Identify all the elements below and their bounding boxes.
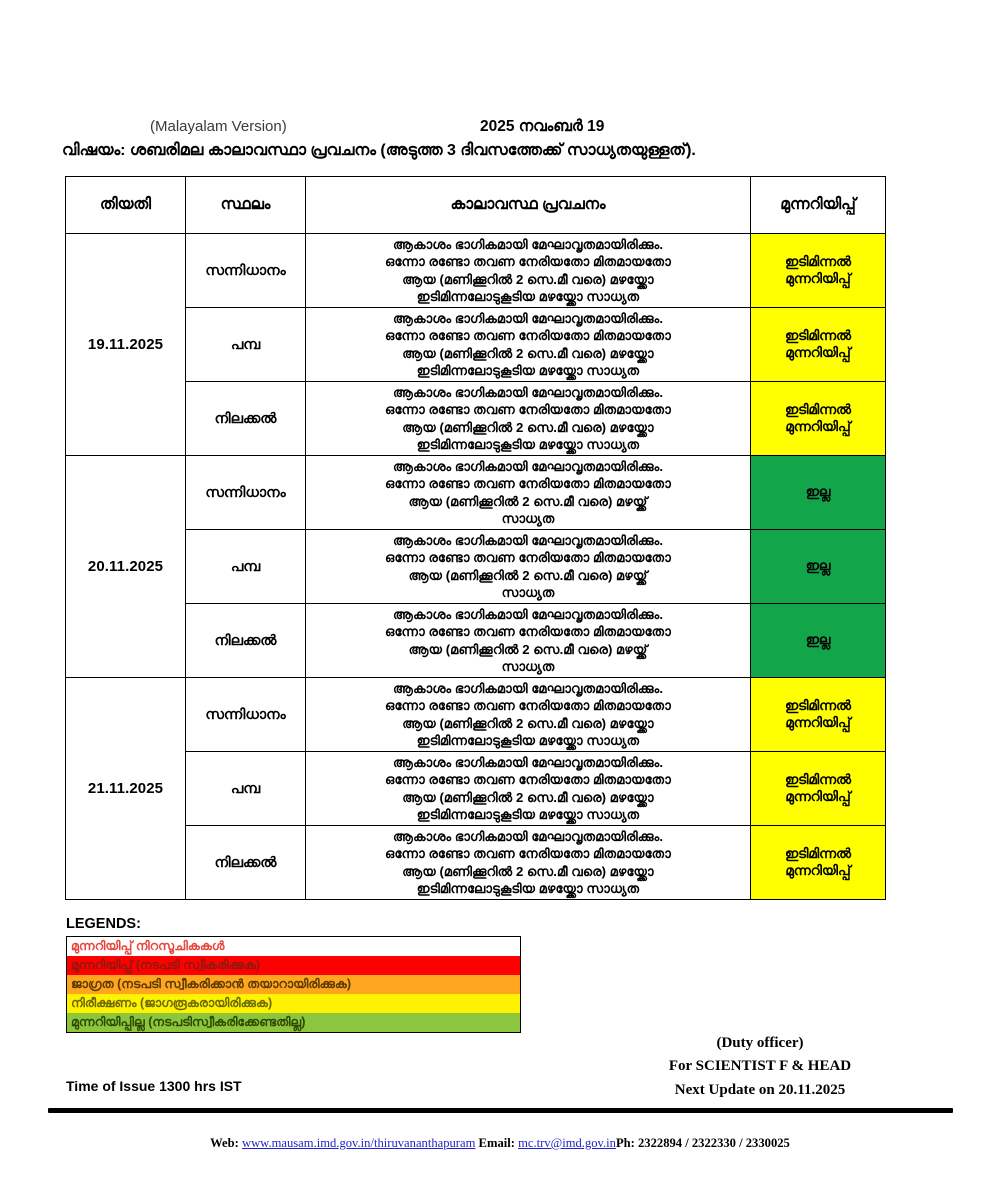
forecast-line: ആയ (മണിക്കൂറിൽ 2 സെ.മീ വരെ) മഴയ്ക്ക്: [408, 493, 648, 509]
forecast-line: ആയ (മണിക്കൂറിൽ 2 സെ.മീ വരെ) മഴയ്ക്കോ: [402, 271, 654, 287]
legends-title: LEGENDS:: [66, 916, 141, 932]
table-row: [66, 456, 886, 530]
forecast-line: സാധ്യത: [501, 510, 555, 526]
warning-cell: [751, 382, 886, 456]
forecast-line: ഒന്നോ രണ്ടോ തവണ നേരിയതോ മിതമായതോ: [385, 698, 671, 714]
table-row: [66, 308, 886, 382]
place-cell: നിലക്കൽ: [186, 826, 306, 900]
signature-block: [600, 1032, 920, 1102]
table-row: [66, 530, 886, 604]
website-link[interactable]: www.mausam.imd.gov.in/thiruvananthapuram: [241, 1136, 476, 1150]
forecast-line: ആയ (മണിക്കൂറിൽ 2 സെ.മീ വരെ) മഴയ്ക്കോ: [402, 789, 654, 805]
duty-officer-label: (Duty officer): [716, 1035, 804, 1051]
date-cell: 20.11.2025: [66, 456, 186, 678]
warning-cell: [751, 752, 886, 826]
place-cell: പമ്പ: [186, 308, 306, 382]
warning-cell: [751, 456, 886, 530]
table-header-row: [66, 177, 886, 234]
forecast-line: ആയ (മണിക്കൂറിൽ 2 സെ.മീ വരെ) മഴയ്ക്കോ: [402, 419, 654, 435]
table-body: [66, 234, 886, 900]
forecast-line: ആകാശം ഭാഗികമായി മേഘാവൃതമായിരിക്കും.: [393, 237, 663, 253]
forecast-table: [65, 176, 886, 900]
version-note: (Malayalam Version): [150, 118, 287, 135]
contact-line: [0, 1136, 1000, 1151]
forecast-line: ഇടിമിന്നലോടുകൂടിയ മഴയ്ക്കോ സാധ്യത: [416, 436, 640, 452]
forecast-line: ഇടിമിന്നലോടുകൂടിയ മഴയ്ക്കോ സാധ്യത: [416, 806, 640, 822]
place-cell: നിലക്കൽ: [186, 382, 306, 456]
legend-row: മുന്നറിയിപ്പില്ല (നടപടിസ്വീകരിക്കേണ്ടതില്ല): [67, 1013, 520, 1032]
warning-line: ഇടിമിന്നൽ: [785, 254, 851, 270]
legend-box: [66, 936, 521, 1033]
forecast-line: ഇടിമിന്നലോടുകൂടിയ മഴയ്ക്കോ സാധ്യത: [416, 732, 640, 748]
forecast-line: ഒന്നോ രണ്ടോ തവണ നേരിയതോ മിതമായതോ: [385, 772, 671, 788]
table-row: [66, 678, 886, 752]
place-cell: സന്നിധാനം: [186, 234, 306, 308]
forecast-line: ആകാശം ഭാഗികമായി മേഘാവൃതമായിരിക്കും.: [393, 829, 663, 845]
forecast-line: ആയ (മണിക്കൂറിൽ 2 സെ.മീ വരെ) മഴയ്ക്ക്: [408, 641, 648, 657]
forecast-cell: [306, 456, 751, 530]
place-cell: പമ്പ: [186, 752, 306, 826]
warning-cell: [751, 530, 886, 604]
column-header-date: തിയതി: [66, 177, 186, 234]
warning-line: മുന്നറിയിപ്പ്: [785, 418, 851, 434]
date-cell: 21.11.2025: [66, 678, 186, 900]
forecast-line: ഒന്നോ രണ്ടോ തവണ നേരിയതോ മിതമായതോ: [385, 328, 671, 344]
legend-row: മുന്നറിയിപ്പ് നിറസൂചികകൾ: [67, 937, 520, 956]
forecast-cell: [306, 752, 751, 826]
forecast-line: സാധ്യത: [501, 584, 555, 600]
forecast-cell: [306, 308, 751, 382]
forecast-line: ആയ (മണിക്കൂറിൽ 2 സെ.മീ വരെ) മഴയ്ക്കോ: [402, 863, 654, 879]
table-row: [66, 752, 886, 826]
warning-line: മുന്നറിയിപ്പ്: [785, 788, 851, 804]
column-header-place: സ്ഥലം: [186, 177, 306, 234]
table-row: [66, 234, 886, 308]
warning-line: മുന്നറിയിപ്പ്: [785, 862, 851, 878]
table-row: [66, 604, 886, 678]
for-scientist-label: For SCIENTIST F & HEAD: [668, 1058, 852, 1075]
forecast-line: ആയ (മണിക്കൂറിൽ 2 സെ.മീ വരെ) മഴയ്ക്കോ: [402, 715, 654, 731]
table-row: [66, 382, 886, 456]
place-cell: സന്നിധാനം: [186, 678, 306, 752]
forecast-line: ഒന്നോ രണ്ടോ തവണ നേരിയതോ മിതമായതോ: [385, 550, 671, 566]
forecast-line: ഒന്നോ രണ്ടോ തവണ നേരിയതോ മിതമായതോ: [385, 476, 671, 492]
warning-line: ഇടിമിന്നൽ: [785, 772, 851, 788]
warning-line: ഇല്ല: [805, 558, 831, 574]
warning-line: ഇടിമിന്നൽ: [785, 698, 851, 714]
web-label: Web:: [210, 1136, 242, 1150]
warning-line: മുന്നറിയിപ്പ്: [785, 344, 851, 360]
issue-time-label: Time of Issue 1300 hrs IST: [66, 1078, 242, 1094]
column-header-forecast: കാലാവസ്ഥ പ്രവചനം: [306, 177, 751, 234]
subject-line: വിഷയം: ശബരിമല കാലാവസ്ഥാ പ്രവചനം (അടുത്ത 3 ദിവസത്തേക്ക് സാധ്യതയുള്ളത്).: [62, 142, 696, 159]
warning-cell: [751, 826, 886, 900]
warning-line: മുന്നറിയിപ്പ്: [785, 270, 851, 286]
forecast-line: ആയ (മണിക്കൂറിൽ 2 സെ.മീ വരെ) മഴയ്ക്കോ: [402, 345, 654, 361]
warning-line: ഇടിമിന്നൽ: [785, 402, 851, 418]
email-link[interactable]: mc.trv@imd.gov.in: [518, 1136, 616, 1150]
forecast-cell: [306, 604, 751, 678]
warning-line: ഇല്ല: [805, 632, 831, 648]
warning-line: ഇടിമിന്നൽ: [785, 846, 851, 862]
forecast-line: ആകാശം ഭാഗികമായി മേഘാവൃതമായിരിക്കും.: [393, 755, 663, 771]
warning-line: മുന്നറിയിപ്പ്: [785, 714, 851, 730]
forecast-line: ഒന്നോ രണ്ടോ തവണ നേരിയതോ മിതമായതോ: [385, 254, 671, 270]
footer-divider: [48, 1108, 953, 1113]
warning-line: ഇല്ല: [805, 484, 831, 500]
legend-row: നിരീക്ഷണം (ജാഗരൂകരായിരിക്കുക): [67, 994, 520, 1013]
forecast-line: ആകാശം ഭാഗികമായി മേഘാവൃതമായിരിക്കും.: [393, 311, 663, 327]
forecast-line: ഒന്നോ രണ്ടോ തവണ നേരിയതോ മിതമായതോ: [385, 846, 671, 862]
forecast-line: ഇടിമിന്നലോടുകൂടിയ മഴയ്ക്കോ സാധ്യത: [416, 880, 640, 896]
warning-cell: [751, 604, 886, 678]
place-cell: സന്നിധാനം: [186, 456, 306, 530]
forecast-line: ഒന്നോ രണ്ടോ തവണ നേരിയതോ മിതമായതോ: [385, 624, 671, 640]
forecast-cell: [306, 382, 751, 456]
table-head: [66, 177, 886, 234]
forecast-cell: [306, 678, 751, 752]
warning-cell: [751, 308, 886, 382]
forecast-line: ആകാശം ഭാഗികമായി മേഘാവൃതമായിരിക്കും.: [393, 681, 663, 697]
forecast-line: ആകാശം ഭാഗികമായി മേഘാവൃതമായിരിക്കും.: [393, 385, 663, 401]
forecast-line: ഇടിമിന്നലോടുകൂടിയ മഴയ്ക്കോ സാധ്യത: [416, 362, 640, 378]
issue-date: 2025 നവംബർ 19: [480, 118, 605, 135]
column-header-warning: മുന്നറിയിപ്പ്: [751, 177, 886, 234]
warning-line: ഇടിമിന്നൽ: [785, 328, 851, 344]
forecast-cell: [306, 826, 751, 900]
legend-row: ജാഗ്രത (നടപടി സ്വീകരിക്കാൻ തയാറായിരിക്കുക): [67, 975, 520, 994]
forecast-line: സാധ്യത: [501, 658, 555, 674]
forecast-line: ആകാശം ഭാഗികമായി മേഘാവൃതമായിരിക്കും.: [393, 459, 663, 475]
forecast-line: ആകാശം ഭാഗികമായി മേഘാവൃതമായിരിക്കും.: [393, 607, 663, 623]
table-row: [66, 826, 886, 900]
warning-cell: [751, 234, 886, 308]
phone-label: Ph: 2322894 / 2322330 / 2330025: [615, 1136, 790, 1150]
forecast-line: ആയ (മണിക്കൂറിൽ 2 സെ.മീ വരെ) മഴയ്ക്ക്: [408, 567, 648, 583]
warning-cell: [751, 678, 886, 752]
next-update-label: Next Update on 20.11.2025: [674, 1081, 846, 1098]
email-label: Email:: [478, 1136, 519, 1150]
forecast-cell: [306, 530, 751, 604]
document-header: [65, 118, 935, 140]
legend-row: മുന്നറിയിപ്പ് (നടപടി സ്വീകരിക്കുക): [67, 956, 520, 975]
place-cell: നിലക്കൽ: [186, 604, 306, 678]
forecast-line: ഇടിമിന്നലോടുകൂടിയ മഴയ്ക്കോ സാധ്യത: [416, 288, 640, 304]
forecast-line: ഒന്നോ രണ്ടോ തവണ നേരിയതോ മിതമായതോ: [385, 402, 671, 418]
date-cell: 19.11.2025: [66, 234, 186, 456]
forecast-cell: [306, 234, 751, 308]
forecast-line: ആകാശം ഭാഗികമായി മേഘാവൃതമായിരിക്കും.: [393, 533, 663, 549]
place-cell: പമ്പ: [186, 530, 306, 604]
